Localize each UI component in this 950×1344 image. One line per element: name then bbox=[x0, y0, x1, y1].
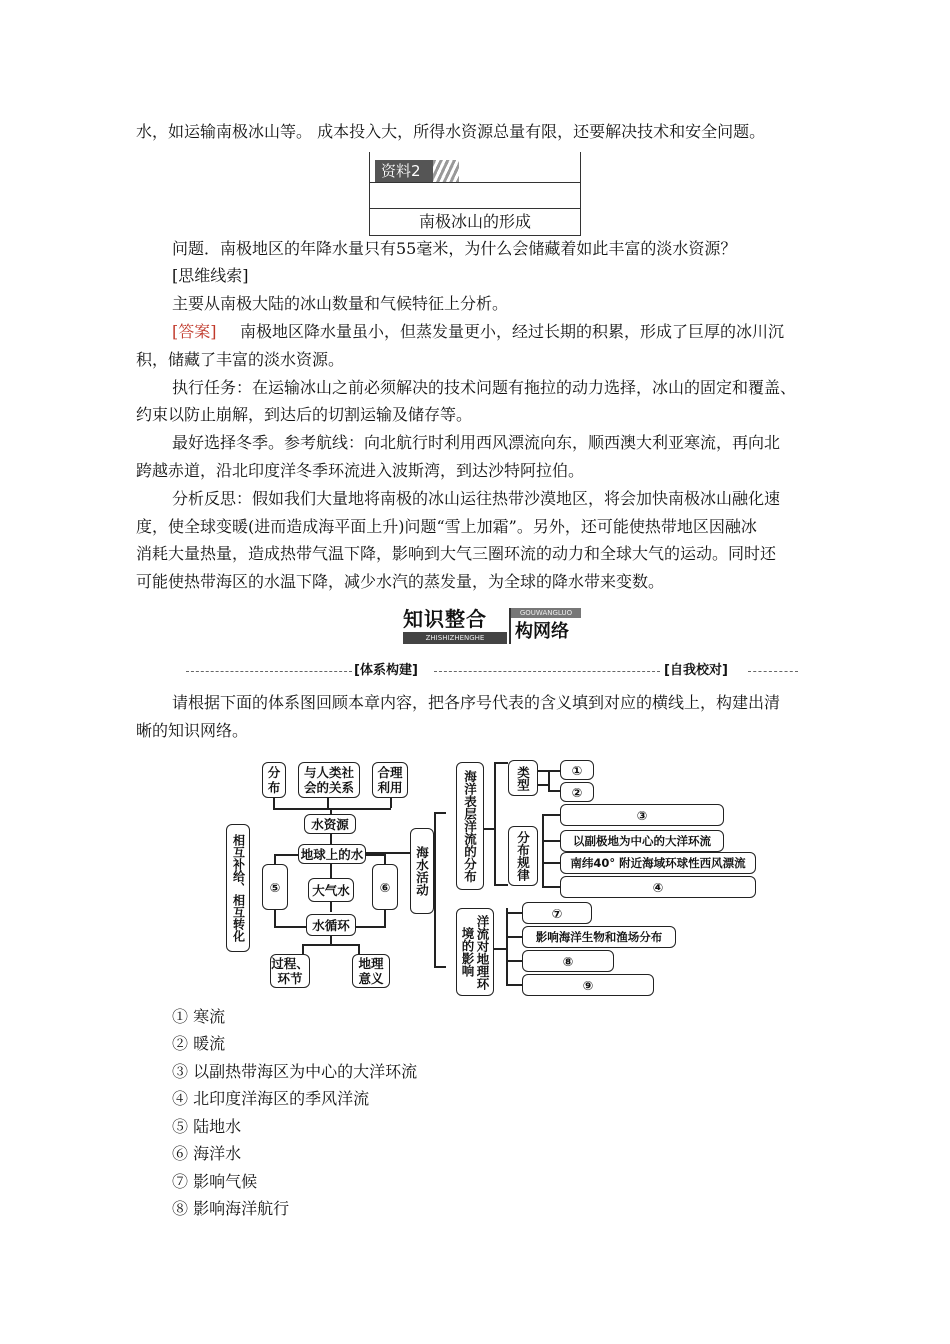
box-guocheng: 过程、环节 bbox=[271, 956, 309, 986]
knowledge-diagram bbox=[224, 756, 764, 1000]
route-line-2: 跨越赤道，沿北印度洋冬季环流进入波斯湾，到达沙特阿拉伯。 bbox=[136, 461, 585, 480]
box-guanxi: 与人类社会的关系 bbox=[298, 762, 360, 798]
stripe-decoration bbox=[433, 160, 459, 182]
answer-line-2: 积，储藏了丰富的淡水资源。 bbox=[136, 350, 345, 369]
answer-4: ④ 北印度洋海区的季风洋流 bbox=[172, 1089, 370, 1108]
box-n9: ⑨ bbox=[522, 974, 654, 996]
resource-title: 南极冰山的形成 bbox=[418, 212, 531, 231]
box-shuiziyuan: 水资源 bbox=[304, 814, 356, 834]
task-line-1: 执行任务：在运输冰山之前必须解决的技术问题有拖拉的动力选择，冰山的固定和覆盖、 bbox=[172, 378, 797, 397]
reflect-line-2: 度，使全球变暖(进而造成海平面上升)问题“雪上加霜”。另外，还可能使热带地区因融冰 bbox=[136, 517, 757, 536]
box-n6: ⑥ bbox=[372, 864, 398, 910]
box-nanwei: 南纬40° 附近海域环球性西风漂流 bbox=[560, 852, 756, 874]
route-line-1: 最好选择冬季。参考航线：向北航行时利用西风漂流向东，顺西澳大利亚寒流，再向北 bbox=[172, 433, 781, 452]
section-title: 知识整合 bbox=[403, 607, 487, 631]
answer-7: ⑦ 影响气候 bbox=[172, 1172, 258, 1191]
answer-5: ⑤ 陆地水 bbox=[172, 1117, 242, 1136]
answer-3: ③ 以副热带海区为中心的大洋环流 bbox=[172, 1062, 418, 1081]
resource-tag: 资料2 bbox=[375, 160, 439, 182]
box-n4: ④ bbox=[560, 876, 756, 898]
box-xunhuan: 水循环 bbox=[306, 914, 356, 936]
paragraph-top: 水，如运输南极冰山等。 成本投入大，所得水资源总量有限，还要解决技术和安全问题。 bbox=[136, 122, 766, 141]
answer-2: ② 暖流 bbox=[172, 1034, 226, 1053]
answer-8: ⑧ 影响海洋航行 bbox=[172, 1199, 290, 1218]
separator-left-label: [体系构建] bbox=[354, 663, 418, 678]
box-shengwu: 影响海洋生物和渔场分布 bbox=[522, 926, 676, 948]
reflect-line-3: 消耗大量热量，造成热带气温下降，影响到大气三圈环流的动力和全球大气的运动。同时还 bbox=[136, 544, 777, 563]
reflect-line-1: 分析反思：假如我们大量地将南极的冰山运往热带沙漠地区，将会加快南极冰山融化速 bbox=[172, 489, 781, 508]
task-line-2: 约束以防止崩解，到达后的切割运输及储存等。 bbox=[136, 405, 473, 424]
box-n8: ⑧ bbox=[522, 950, 614, 972]
box-yingxiang: 洋流对地理环境的影响 bbox=[456, 908, 494, 996]
box-fujidi: 以副极地为中心的大洋环流 bbox=[560, 830, 724, 852]
box-huxiang: 相互补给、相互转化 bbox=[226, 824, 250, 952]
section-subtitle: 构网络 bbox=[515, 621, 569, 642]
clue-label: [思维线索] bbox=[172, 266, 249, 285]
box-n3: ③ bbox=[560, 804, 724, 826]
separator-right-label: [自我校对] bbox=[664, 663, 728, 678]
box-n7: ⑦ bbox=[522, 902, 592, 924]
box-n1: ① bbox=[560, 760, 594, 780]
section-title-pinyin: ZHISHIZHENGHE bbox=[403, 632, 507, 644]
box-daqi: 大气水 bbox=[308, 878, 354, 902]
box-n2: ② bbox=[560, 782, 594, 802]
box-heli: 合理利用 bbox=[372, 762, 408, 798]
answer-1: ① 寒流 bbox=[172, 1007, 226, 1026]
section-header bbox=[403, 606, 583, 646]
box-n5: ⑤ bbox=[262, 864, 288, 910]
answer-label: [答案] bbox=[172, 322, 217, 341]
box-diqiu: 地球上的水 bbox=[298, 844, 366, 864]
box-haishui: 海水活动 bbox=[410, 828, 434, 914]
clue-text: 主要从南极大陆的冰山数量和气候特征上分析。 bbox=[172, 294, 509, 313]
resource-box bbox=[369, 152, 581, 236]
answer-line-1: 南极地区降水量虽小，但蒸发量更小，经过长期的积累，形成了巨厚的冰川沉 bbox=[240, 322, 785, 341]
box-fenbuguilv: 分布规律 bbox=[508, 826, 538, 886]
instruction-line-1: 请根据下面的体系图回顾本章内容，把各序号代表的含义填到对应的横线上，构建出清 bbox=[172, 693, 781, 712]
box-fenbu: 分布 bbox=[262, 762, 286, 798]
box-dili: 地理意义 bbox=[352, 954, 390, 988]
separator bbox=[186, 660, 798, 682]
section-sub-pinyin: GOUWANGLUO bbox=[511, 608, 581, 618]
reflect-line-4: 可能使热带海区的水温下降，减少水汽的蒸发量，为全球的降水带来变数。 bbox=[136, 572, 665, 591]
box-leixing: 类型 bbox=[508, 760, 538, 796]
question: 问题．南极地区的年降水量只有55毫米，为什么会储藏着如此丰富的淡水资源？ bbox=[172, 239, 737, 258]
box-yangliu: 海洋表层洋流的分布 bbox=[456, 762, 484, 890]
instruction-line-2: 晰的知识网络。 bbox=[136, 721, 249, 740]
answer-6: ⑥ 海洋水 bbox=[172, 1144, 242, 1163]
